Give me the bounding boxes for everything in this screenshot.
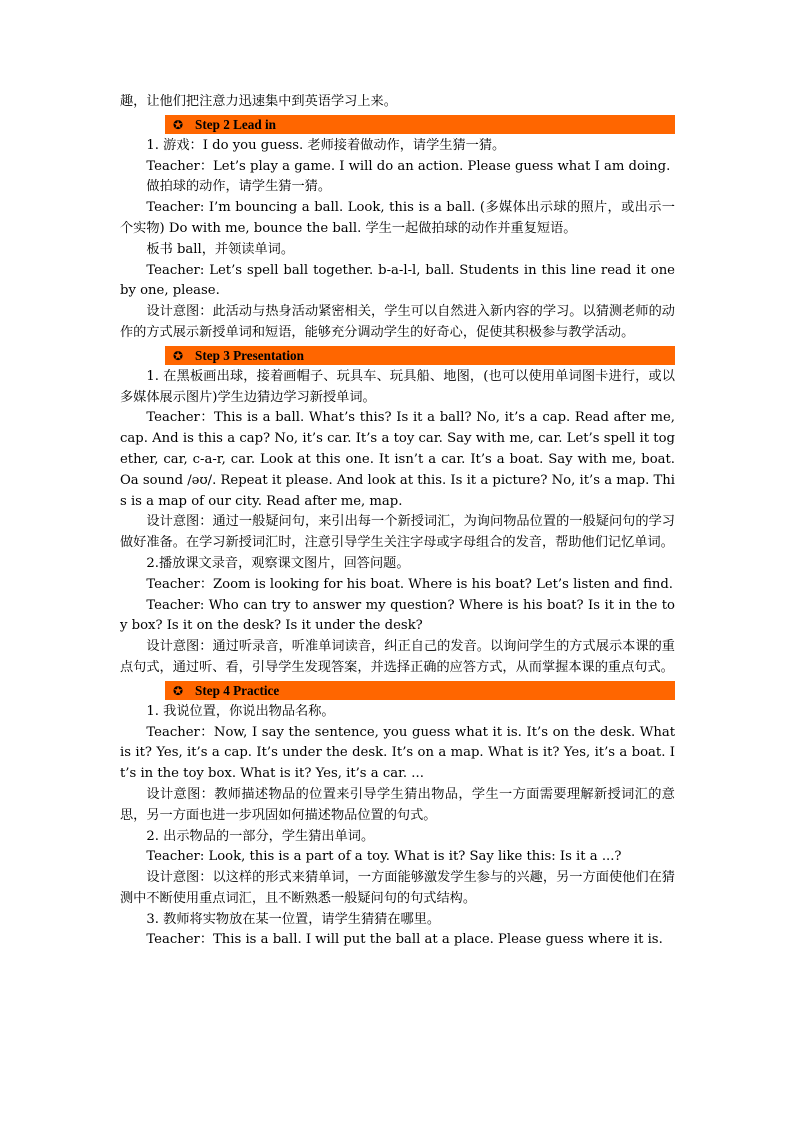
paragraph: 板书 ball，并领读单词。 xyxy=(146,241,295,257)
star-badge-icon: ✪ xyxy=(172,348,184,363)
document-page xyxy=(120,92,675,951)
paragraph: Teacher：Let’s play a game. I will do an action. Please guess what I am doing. xyxy=(146,158,671,174)
paragraph: 2.播放课文录音，观察课文图片，回答问题。 xyxy=(146,555,410,571)
section-heading-text: Step 2 Lead in xyxy=(195,116,276,132)
star-badge-icon: ✪ xyxy=(172,117,184,132)
section-heading-text: Step 4 Practice xyxy=(195,682,280,698)
paragraph: 趣，让他们把注意力迅速集中到英语学习上来。 xyxy=(120,94,397,109)
paragraph: 1. 游戏：I do you guess. 老师接着做动作，请学生猜一猜。 xyxy=(146,137,506,153)
paragraph: 做拍球的动作，请学生猜一猜。 xyxy=(146,179,332,195)
paragraph: 2. 出示物品的一部分，学生猜出单词。 xyxy=(146,828,375,844)
paragraph: Teacher: Let’s spell ball together. b-a-l-l, ball. Students in this line read it one by one, please. xyxy=(120,262,675,299)
paragraph: 1. 在黑板画出球，接着画帽子、玩具车、玩具船、地图，(也可以使用单词图卡进行，或以多媒体展示图片)学生边猜边学习新授单词。 xyxy=(120,368,675,405)
paragraph: Teacher：This is a ball. I will put the ball at a place. Please guess where it is. xyxy=(146,932,663,948)
section-heading-text: Step 3 Presentation xyxy=(195,347,304,363)
paragraph: Teacher: I’m bouncing a ball. Look, this is a ball. (多媒体出示球的照片，或出示一个实物) Do with me, bounce the ball. 学生一起做拍球的动作并重复短语。 xyxy=(120,200,675,236)
paragraph: 设计意图：通过听录音，听准单词读音，纠正自己的发音。以询问学生的方式展示本课的重点句式，通过听、看，引导学生发现答案，并选择正确的应答方式，从而掌握本课的重点句式。 xyxy=(120,639,675,675)
paragraph: 设计意图：教师描述物品的位置来引导学生猜出物品，学生一方面需要理解新授词汇的意思，另一方面也进一步巩固如何描述物品位置的句式。 xyxy=(120,786,675,823)
paragraph: Teacher：This is a ball. What’s this? Is it a ball? No, it’s a cap. Read after me, cap. And is this a cap? No, it’s car. It’s a toy car. Say with me, car. Let’s spell it together, car, c-a-r, car. Look at this one. It isn’t a car. It’s a boat. Say with me, boat. Oa sound /əʊ/. Repeat it please. And look at this. Is it a picture? No, it’s a map. This is a map of our city. Read after me, map. xyxy=(120,410,675,509)
paragraph: 3. 教师将实物放在某一位置，请学生猜猜在哪里。 xyxy=(146,911,441,927)
paragraph: Teacher: Look, this is a part of a toy. What is it? Say like this: Is it a ...? xyxy=(146,849,622,865)
star-badge-icon: ✪ xyxy=(172,683,184,698)
section-heading xyxy=(165,115,675,134)
section-heading xyxy=(165,681,675,700)
paragraph: 设计意图：通过一般疑问句，来引出每一个新授词汇，为询问物品位置的一般疑问句的学习做好准备。在学习新授词汇时，注意引导学生关注字母或字母组合的发音，帮助他们记忆单词。 xyxy=(120,514,675,551)
paragraph: Teacher: Who can try to answer my question? Where is his boat? Is it in the toy box? Is it on the desk? Is it under the desk? xyxy=(120,597,675,634)
section-heading xyxy=(165,346,675,365)
paragraph: Teacher：Now, I say the sentence, you guess what it is. It’s on the desk. What is it? Yes, it’s a cap. It’s under the desk. It’s on a map. What is it? Yes, it’s a boat. It’s in the toy box. What is it? Yes, it’s a car. ... xyxy=(120,724,675,782)
paragraph: 设计意图：此活动与热身活动紧密相关，学生可以自然进入新内容的学习。以猜测老师的动作的方式展示新授单词和短语，能够充分调动学生的好奇心，促使其积极参与教学活动。 xyxy=(120,304,675,340)
paragraph: 设计意图：以这样的形式来猜单词，一方面能够激发学生参与的兴趣，另一方面使他们在猜测中不断使用重点词汇，且不断熟悉一般疑问句的句式结构。 xyxy=(120,870,675,906)
paragraph: 1. 我说位置，你说出物品名称。 xyxy=(146,703,335,719)
paragraph: Teacher：Zoom is looking for his boat. Where is his boat? Let’s listen and find. xyxy=(146,576,673,592)
